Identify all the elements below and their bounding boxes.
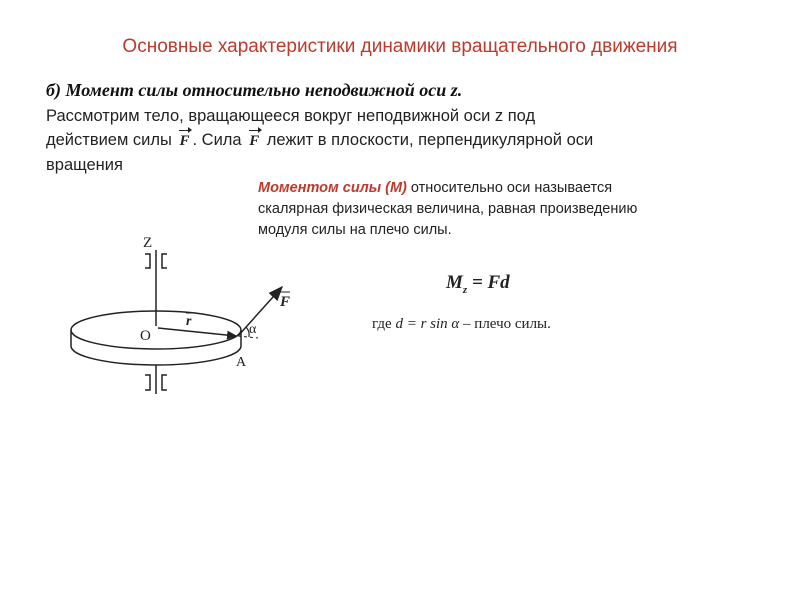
upper-bearing-right <box>162 254 167 268</box>
formula-subscript: z <box>462 283 468 296</box>
force-label: F <box>280 294 291 310</box>
intro-line-2-mid: . Сила <box>192 131 242 149</box>
point-a-label: A <box>236 355 247 370</box>
definition-line-3: модуля силы на плечо силы. <box>258 222 452 238</box>
angle-label: α <box>249 322 257 337</box>
definition-line-2: скалярная физическая величина, равная произведению <box>258 201 638 217</box>
where-prefix: где <box>372 316 392 332</box>
z-axis-label: Z <box>143 235 153 251</box>
force-vector-symbol: F <box>176 129 192 153</box>
force-vector-symbol-2: F <box>246 129 262 153</box>
formula-lhs: M <box>446 272 463 293</box>
section-subtitle: б) Момент силы относительно неподвижной оси z. <box>46 80 463 100</box>
definition-rest-1: относительно оси называется <box>410 180 613 196</box>
formula-rhs: = Fd <box>471 272 510 293</box>
radius-label: r <box>186 314 192 329</box>
lower-bearing-right <box>162 375 167 390</box>
center-label: O <box>140 328 151 344</box>
intro-line-1: Рассмотрим тело, вращающееся вокруг неподвижной оси z под <box>46 107 536 125</box>
where-expression: d = r sin α <box>395 316 460 332</box>
intro-line-2-start: действием силы <box>46 131 172 149</box>
force-vector-arrow <box>238 287 282 336</box>
definition-term: Моментом силы (М) <box>258 180 407 196</box>
intro-line-2-end: лежит в плоскости, перпендикулярной оси <box>266 131 594 149</box>
intro-line-3: вращения <box>46 156 123 174</box>
slide-title: Основные характеристики динамики вращательного движения <box>122 36 678 57</box>
upper-bearing-left <box>145 254 150 268</box>
lower-bearing-left <box>145 375 150 390</box>
where-suffix: – плечо силы. <box>463 316 551 332</box>
